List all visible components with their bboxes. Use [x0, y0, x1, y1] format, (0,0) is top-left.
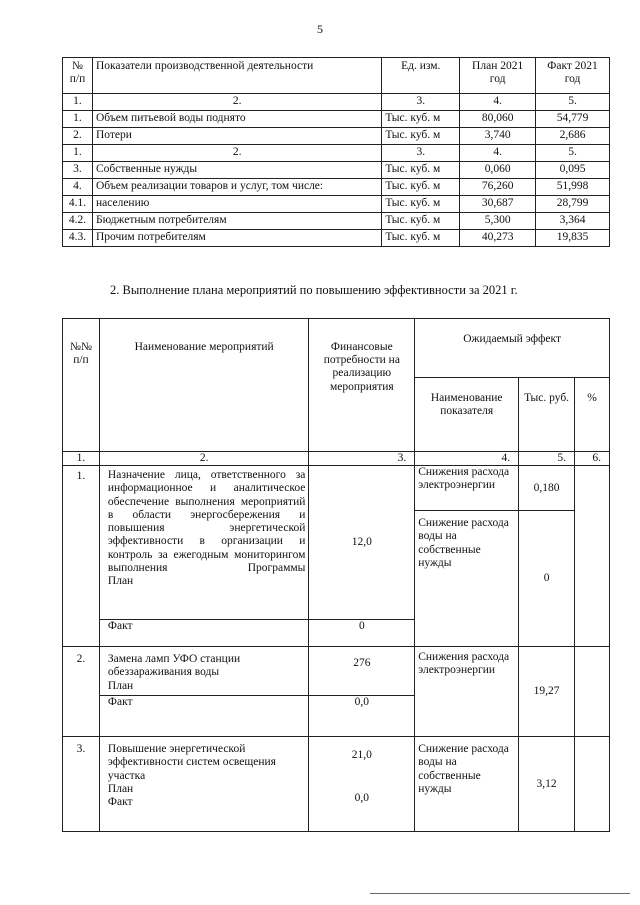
fact-value: 0,0 — [354, 792, 369, 805]
column-numbering-row — [63, 145, 610, 162]
header-fact: Факт 2021 год — [536, 58, 610, 94]
measure-text — [99, 647, 309, 696]
col-number: 6. — [575, 452, 610, 466]
plan-value: 21,0 — [351, 749, 372, 762]
indicator-name: 2. — [92, 94, 381, 111]
indicator-name: Бюджетным потребителям — [92, 213, 381, 230]
header-indicator: Показатели производственной деятельности — [92, 58, 381, 94]
table-row — [63, 213, 610, 230]
fact-value: 3,364 — [536, 213, 610, 230]
row-number: 1. — [63, 111, 93, 128]
effect-name: Снижения расхода электроэнергии — [415, 647, 519, 737]
unit: Тыс. куб. м — [382, 196, 460, 213]
fact-label: Факт — [99, 696, 309, 737]
row-number: 2. — [63, 128, 93, 145]
effect-value: 0,180 — [519, 466, 575, 511]
table-row — [63, 179, 610, 196]
table-row — [63, 737, 610, 832]
effect-percent — [575, 466, 610, 647]
fact-label: Факт — [99, 620, 309, 647]
header-effect: Ожидаемый эффект — [415, 319, 610, 378]
indicator-name: Потери — [92, 128, 381, 145]
fact-value: 54,779 — [536, 111, 610, 128]
header-indicator-name: Наименование показателя — [415, 378, 519, 452]
row-number: 3. — [63, 737, 100, 832]
effect-name: Снижение расхода воды на собственные нужды — [415, 737, 519, 832]
section-caption: 2. Выполнение плана мероприятий по повышению эффективности за 2021 г. — [110, 283, 518, 297]
indicator-name: населению — [92, 196, 381, 213]
measure-description: Назначение лица, ответственного за информационное и аналитическое обеспечение выполнения мероприятий в области энергосбережения и повышения энергетической эффективности в организации и контроль за ежегодным мониторингом выполнения Программы — [107, 469, 306, 574]
header-num: № п/п — [63, 58, 93, 94]
plan-value: 3,740 — [460, 128, 536, 145]
column-numbering-row — [63, 452, 610, 466]
row-number: 1. — [63, 466, 100, 647]
indicator-name: Собственные нужды — [92, 162, 381, 179]
effect-value: 19,27 — [519, 647, 575, 737]
effect-percent — [575, 737, 610, 832]
table-row — [63, 162, 610, 179]
fact-value: 0,095 — [536, 162, 610, 179]
effect-name: Снижения расхода электроэнергии — [415, 466, 519, 511]
row-number: 4.1. — [63, 196, 93, 213]
fact-value: 0 — [309, 620, 415, 647]
row-number: 4.3. — [63, 230, 93, 247]
plan-value: 276 — [309, 647, 415, 696]
column-numbering-row — [63, 94, 610, 111]
plan-value: 0,060 — [460, 162, 536, 179]
plan-label: План — [107, 679, 134, 692]
table-header-row — [63, 319, 610, 378]
col-number: 2. — [99, 452, 309, 466]
col-number: 1. — [63, 452, 100, 466]
fact-value: 5. — [536, 145, 610, 162]
plan-value: 80,060 — [460, 111, 536, 128]
footer-divider — [370, 893, 630, 894]
table-row — [63, 230, 610, 247]
fact-label: Факт — [107, 796, 133, 809]
fact-value: 28,799 — [536, 196, 610, 213]
plan-value: 4. — [460, 94, 536, 111]
table-header-row — [63, 58, 610, 94]
table-row — [63, 128, 610, 145]
plan-value: 30,687 — [460, 196, 536, 213]
effect-value: 3,12 — [519, 737, 575, 832]
table-row — [63, 647, 610, 696]
effect-value: 0 — [519, 511, 575, 647]
unit: Тыс. куб. м — [382, 162, 460, 179]
page-number: 5 — [317, 22, 323, 36]
measure-text — [99, 466, 309, 620]
production-indicators-table — [62, 57, 610, 247]
plan-value: 5,300 — [460, 213, 536, 230]
plan-label: План — [107, 574, 134, 587]
plan-label: План — [107, 782, 134, 795]
finance-values — [309, 737, 415, 832]
fact-value: 19,835 — [536, 230, 610, 247]
measure-description: Замена ламп УФО станции обеззараживания воды — [107, 653, 241, 679]
header-num: №№ п/п — [63, 319, 100, 452]
table-row — [63, 196, 610, 213]
measure-text — [99, 737, 309, 832]
row-number: 1. — [63, 145, 93, 162]
header-thousand-rub: Тыс. руб. — [519, 378, 575, 452]
header-finance: Финансовые потребности на реализацию мероприятия — [309, 319, 415, 452]
unit: Тыс. куб. м — [382, 230, 460, 247]
fact-value: 5. — [536, 94, 610, 111]
table-row — [63, 466, 610, 511]
effect-name: Снижение расхода воды на собственные нужды — [415, 511, 519, 647]
header-measure: Наименование мероприятий — [99, 319, 309, 452]
fact-value: 0,0 — [309, 696, 415, 737]
fact-value: 2,686 — [536, 128, 610, 145]
header-unit: Ед. изм. — [382, 58, 460, 94]
row-number: 1. — [63, 94, 93, 111]
row-number: 2. — [63, 647, 100, 737]
table-row — [63, 111, 610, 128]
header-plan: План 2021 год — [460, 58, 536, 94]
efficiency-measures-table — [62, 318, 610, 832]
unit: Тыс. куб. м — [382, 213, 460, 230]
unit: 3. — [382, 145, 460, 162]
header-percent: % — [575, 378, 610, 452]
row-number: 3. — [63, 162, 93, 179]
unit: Тыс. куб. м — [382, 179, 460, 196]
plan-value: 12,0 — [309, 466, 415, 620]
plan-value: 40,273 — [460, 230, 536, 247]
col-number: 4. — [415, 452, 519, 466]
col-number: 3. — [309, 452, 415, 466]
unit: Тыс. куб. м — [382, 111, 460, 128]
indicator-name: 2. — [92, 145, 381, 162]
indicator-name: Объем питьевой воды поднято — [92, 111, 381, 128]
row-number: 4. — [63, 179, 93, 196]
row-number: 4.2. — [63, 213, 93, 230]
fact-value: 51,998 — [536, 179, 610, 196]
plan-value: 76,260 — [460, 179, 536, 196]
unit: Тыс. куб. м — [382, 128, 460, 145]
measure-description: Повышение энергетической эффективности систем освещения участка — [107, 743, 276, 782]
indicator-name: Объем реализации товаров и услуг, том числе: — [92, 179, 381, 196]
col-number: 5. — [519, 452, 575, 466]
indicator-name: Прочим потребителям — [92, 230, 381, 247]
plan-value: 4. — [460, 145, 536, 162]
effect-percent — [575, 647, 610, 737]
unit: 3. — [382, 94, 460, 111]
